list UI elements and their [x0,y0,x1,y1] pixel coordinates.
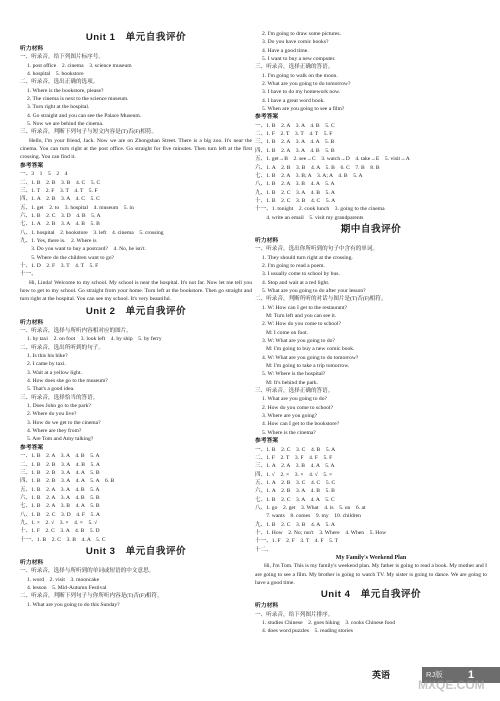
text-line: 2. I came by taxi. [27,361,66,368]
text-line: 三、听录音，选择恰当的答语。 [20,394,99,401]
text-line: 三、1. A 2. A 3. B 4. A 5. A [255,463,335,470]
text-line: 2. I'm going to read a poem. [262,262,325,269]
section-heading: 期中自我评价 [340,223,402,235]
footer-edition: RJ版 [426,670,443,679]
footer-page-number: 1 [468,669,475,681]
text-line: 2. I'm going to draw some pictures. [262,31,341,37]
text-line: 十、1. How 2. No; run't 3. Where 4. When 5. How [255,529,387,536]
text-line: 2. The cinema is next to the science museum. [27,96,129,103]
text-line: 3. How do we get to the cinema? [27,419,101,426]
text-line: 三、1. B 2. B 3. A 4. A 5. B [20,469,100,476]
text-line: 十二、 [255,546,272,553]
text-line: 一、1. B 2. C 3. C 4. B 5. A [255,446,336,453]
text-line: 六、1. B 2. C 3. D 4. B 5. A [20,212,101,219]
text-line: 3. Do you want to buy a postcard? 4. No, he isn't. [20,246,146,253]
text-line: M: I come on foot. [266,329,309,336]
right-column [255,30,487,636]
text-line: 二、听录音，判断所听的对话与图片是(T)否(F)相符。 [255,296,387,303]
text-line: 5. What are you going to do after your lesson? [262,287,366,294]
text-line: 四、1. B 2. B 3. A 4. A 5. A 6. B [20,478,115,485]
text-line: 3. I have to do my homework now. [262,89,341,96]
text-line: 4. Stop and wait at a red light. [262,279,330,286]
text-line: 八、1. B 2. A 3. B 4. A 5. A [255,181,335,188]
text-line: 4. I have a great word book. [262,97,325,104]
text-line: 九、1. B 2. C 3. B 4. A 5. A [255,521,335,528]
text-line: 三、1. T 2. F 3. T 4. T 5. F [20,187,98,194]
text-line: 九、1. Yes, there is. 2. Where is [20,237,97,244]
text-line: 十一、1. tonight 2. cook lunch 3. going to the cinema [255,206,385,213]
text-line: 七、1. B 2. A 3. B 4. A 5. B [20,503,100,510]
paragraph: Hi, Linda! Welcome to my school. My school is near the hospital. It's not far. Now let me tell you how to get to my school. Go straight from your home. Turn left at the bookstore. Then go straight and turn right at the hospital. You can see my school. It's very beautiful. [20,279,252,303]
text-line: 三、听录音，选择正确的答语。 [255,64,334,71]
text-line: 七、1. A 2. B 3. A 4. B 5. B [20,221,100,228]
text-line: 一、听录音，给下列图片标序号。 [20,54,104,61]
paragraph: Hi, I'm Tom. This is my family's weekend plan. My father is going to read a book. My mother and I are going to see a film. My brother is going to watch TV. My sister is going to dance. We are going to have a good time. [255,563,487,586]
text-line: 2. How do you come to school? [262,404,333,411]
text-line: 5. W: Where is the hospital? [262,371,326,378]
text-line: 4. How does she go to the museum? [27,378,108,385]
text-line: 二、听录音，选出所听到的句子。 [20,344,104,351]
section-label: 听力材料 [255,603,279,610]
text-line: 八、1. hospital 2. bookstore 3. left 4. cinema 5. crossing [20,229,164,236]
watermark-logo: MXQE.COM [418,678,485,692]
text-line: 三、1. B 2. A 3. A 4. A 5. B [255,139,335,146]
footer-subject: 英语 [372,670,391,680]
text-line: M: Turn left and you can see it. [266,313,337,319]
text-line: 4. hospital 5. bookstore [27,71,84,78]
text-line: 八、1. B 2. C 3. D 4. F 5. A [20,511,100,518]
section-label: 参考答案 [255,114,279,121]
text-line: 1. What are you going to do this Sunday? [27,601,120,608]
text-line: 二、1. F 2. T 3. F 4. F 5. F [255,454,333,461]
text-line: 1. word 2. visit 3. mooncake [27,576,100,583]
section-heading: Unit 3 单元自我评价 [85,545,187,557]
text-line: 二、听录音，选出正确的选项。 [20,79,99,86]
text-line: 五、1. get 2. to 3. hospital 4. museum 5. in [20,204,134,211]
text-line: 一、听录音，选择与所听到的单词或短语的中文意思。 [20,568,155,575]
text-line: 3. Turn right at the hospital. [27,104,90,111]
text-line: 3. W: What are you going to do? [262,338,335,345]
text-line: M: It's behind the park. [266,379,319,386]
text-line: 十、1. F 2. C 3. A 4. B 5. D [20,528,100,535]
text-line: 5. Where is the cinema? [262,429,316,436]
text-line: 五、1. A 2. B 3. C 4. C 5. C [255,479,336,486]
text-line: 一、1. B 2. A 3. A 4. B 5. C [255,122,335,129]
section-label: 听力材料 [20,46,44,52]
text-line: 六、1. B 2. A 3. A 4. B 5. B [20,494,100,501]
text-line: M: I'm going to take a trip tomorrow. [266,363,350,370]
text-line: M: I'm going to buy a new comic book. [266,346,355,353]
text-line: 四、1. √ 2. × 3. × 4. √ 5. × [255,471,333,478]
text-line: 1. Is this his bike? [27,353,68,360]
text-line: 3. I usually come to school by bus. [262,271,340,278]
text-line: 1. W: How can I get to the restaurant? [262,304,347,311]
text-line: 1. post office 2. cinema 3. science museum [27,62,132,69]
text-line: 十、1. B 2. C 3. B 4. C 5. A [255,197,336,204]
text-line: 三、听录音，选择正确的答语。 [255,388,334,395]
text-line: 二、1. F 2. T 3. T 4. T 5. F [255,131,333,138]
text-line: 四、1. B 2. A 3. A 4. B 5. B [255,147,335,154]
text-line: 4. W: What are you going to do tomorrow? [262,354,359,361]
text-line: 七、1. B 2. A 3. B; A 3. A; A 4. B 5. A [255,172,363,179]
text-line: 1. What are you going to do? [262,396,327,403]
text-line: 九、1. × 2. √ 3. × 4. × 5. √ [20,519,98,526]
text-line: 4. Where are they from? [27,428,82,435]
text-line: 八、1. go 2. get 3. What 4. is 5. on 6. at [255,504,366,511]
section-label: 听力材料 [255,237,279,244]
section-label: 参考答案 [20,444,44,451]
passage-title: My Family's Weekend Plan [335,554,407,561]
text-line: 5. Where do the children want to go? [20,254,115,261]
text-line: 1. studies Chinese 2. goes hiking 3. cooks Chinese food [262,620,395,627]
text-line: 二、听录音，判断下列句子与你所听内容是(T)否(F)相符。 [20,593,163,600]
text-line: 七、1. B 2. C 3. A 4. A 5. C [255,496,335,503]
text-line: 4. Go straight and you can see the Palace Museum. [27,112,142,119]
text-line: 一、1. B 2. A 3. A 4. B 5. A [20,453,100,460]
text-line: 3. Do you have comic books? [262,39,329,46]
text-line: 十一、1. B 2. C 3. B 4. A 5. C [20,536,106,543]
paragraph: Hello, I'm your friend, Jack. Now we are on Zhongshan Street. There is a big zoo. It's near the cinema. You can turn right at the post office. Go straight for five minutes. Then turn left at the first crossing. You can find it. [20,137,252,161]
text-line: 4. Have a good time. [262,47,309,54]
text-line: 5. I want to buy a new computer. [262,56,336,63]
text-line: 九、1. B 2. C 3. A 4. B 5. A [255,189,335,196]
text-line: 1. They should turn right at the crossing. [262,254,353,261]
text-line: 5. Now we are behind the cinema. [27,121,104,128]
text-line: 4. lesson 5. Mid-Autumn Festival [27,584,107,591]
text-line: 1. I'm going to walk on the moon. [262,72,338,79]
text-line: 六、1. A 2. B 3. B 4. A 5. B 6. C 7. B 8. B [255,164,380,171]
text-line: 十一、 [20,271,37,278]
text-line: 3. Wait at a yellow light. [27,369,82,376]
text-line: 2. Where do you live? [27,411,77,418]
text-line: 十一、1. F 2. F 3. T 4. F 5. T [255,538,338,545]
text-line: 六、1. A 2. B 3. A 4. B 5. B [255,488,335,495]
text-line: 4. write an email 5. visit my grandparents [255,214,364,221]
text-line: 四、1. A 2. B 3. A 4. C 5. C [20,196,100,203]
text-line: 五、1. get→B 2. see→C 3. watch→D 4. take→E 5. visit→A [255,156,410,163]
section-heading: Unit 2 单元自我评价 [85,305,187,317]
text-line: 二、1. B 2. B 3. A 4. B 5. A [20,461,100,468]
text-line: 2. W: How do you come to school? [262,321,341,328]
section-heading: Unit 4 单元自我评价 [320,589,422,601]
text-line: 5. Are Tom and Amy talking? [27,436,94,443]
text-line: 一、3 1 5 2 4 [20,171,68,178]
text-line: 1. Where is the bookstore, please? [27,87,104,94]
text-line: 1. by taxi 2. on foot 3. look left 4. by ship 5. by ferry [27,336,162,343]
text-line: 一、听录音，选择与所听内容相对应的图片。 [20,328,132,334]
text-line: 1. Does John go to the park? [27,403,91,410]
text-line: 三、听录音，判断下列句子与短文内容是(T)否(F)相符。 [20,129,158,136]
text-line: 7. wants 8. comes 9. my 10. children [255,513,361,520]
section-label: 听力材料 [20,319,44,326]
text-line: 一、听录音，选出你所听到的句子中含有的单词。 [255,246,379,253]
text-line: 5. When are you going to see a film? [262,106,345,113]
section-label: 听力材料 [20,559,44,566]
text-line: 二、1. B 2. B 3. B 4. C 5. C [20,179,101,186]
left-column [20,30,252,609]
section-heading: Unit 1 单元自我评价 [85,32,187,43]
section-label: 参考答案 [255,438,279,445]
text-line: 4. How can I get to the bookstore? [262,421,340,428]
text-line: 五、1. B 2. A 3. A 4. B 5. A [20,486,100,493]
text-line: 5. That's a good idea. [27,386,75,393]
text-line: 一、听录音，给下列图片排序。 [255,611,334,618]
text-line: 4. does word puzzles 5. reading stories [262,628,353,635]
section-label: 参考答案 [20,162,44,169]
text-line: 十、1. D 2. F 3. T 4. T 5. F [20,262,99,269]
text-line: 3. Where are you going? [262,413,318,420]
text-line: 2. What are you going to do tomorrow? [262,81,351,88]
